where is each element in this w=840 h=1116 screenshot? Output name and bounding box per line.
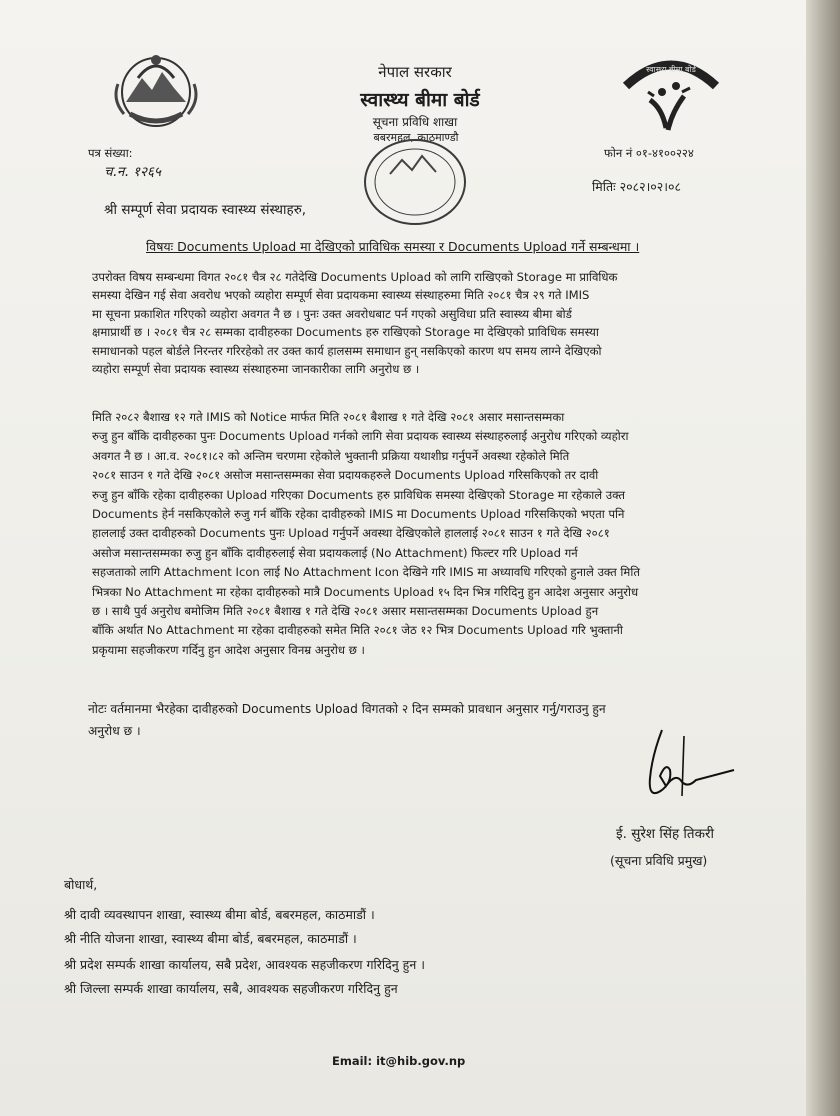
text-line: प्रकृयामा सहजीकरण गर्दिनु हुन आदेश अनुसार विनम्र अनुरोध छ ।	[92, 642, 365, 657]
signatory-title: (सूचना प्रविधि प्रमुख)	[610, 853, 708, 868]
dispatch-number: च.न. १२६५	[104, 164, 162, 180]
text-line: अवगत नै छ । आ.व. २०८१।८२ को अन्तिम चरणमा रहेकोले भुक्तानी प्रक्रिया यथाशीघ्र गर्नुपर्ने अवस्था रहेकोले मिति	[92, 448, 570, 463]
government-heading: नेपाल सरकार	[378, 63, 452, 81]
hib-logo-text: स्वास्थ्य बीमा बोर्ड	[646, 65, 696, 74]
text-line: हाललाई उक्त दावीहरुको Documents पुनः Upload गर्नुपर्ने अवस्था देखिएकोले हाललाई २०८१ साउन १ गते देखि २०८१	[92, 526, 610, 541]
footer-email: Email: it@hib.gov.np	[332, 1054, 466, 1068]
text-line: बाँकि अर्थात No Attachment मा रहेका दावीहरुको समेत मिति २०८१ जेठ १२ भित्र Documents Upload गरि भुक्तानी	[92, 623, 623, 638]
text-line: सहजताको लागि Attachment Icon लाई No Attachment Icon देखिने गरि IMIS मा अध्यावधि गरिएको हुनाले उक्त मिति	[92, 565, 640, 580]
nepal-emblem-icon	[108, 44, 204, 136]
note-line: अनुरोध छ ।	[88, 724, 141, 738]
text-line: मा सूचना प्रकाशित गरिएको व्यहोरा अवगत नै छ । पुनः उक्त अवरोधबाट पर्न गएको असुविधा प्रति स्वास्थ्य बीमा बोर्ड	[92, 306, 572, 321]
text-line: क्षमाप्रार्थी छ । २०८१ चैत्र २८ सम्मका दावीहरुका Documents हरु राखिएको Storage मा देखिएको प्राविधिक समस्या	[92, 325, 599, 340]
note-block	[88, 698, 606, 742]
paragraph-2	[92, 408, 640, 660]
letter-number-label: पत्र संख्या:	[88, 146, 133, 160]
signature-icon	[622, 726, 740, 814]
signatory-name: ई. सुरेश सिंह तिकरी	[616, 826, 714, 842]
letter-date: मितिः २०८२।०२।०८	[592, 179, 682, 194]
hib-logo-icon	[612, 52, 730, 136]
background-edge	[806, 0, 840, 1116]
text-line: समस्या देखिन गई सेवा अवरोध भएको व्यहोरा सम्पूर्ण सेवा प्रदायकमा स्वास्थ्य संस्थाहरुमा मिति २०८१ चैत्र २९ गते IMIS	[92, 288, 590, 303]
text-line: समाधानको पहल बोर्डले निरन्तर गरिरहेको तर उक्त कार्य हालसम्म समाधान हुन् नसकिएको कारण थप समय लाग्ने देखिएको	[92, 343, 602, 358]
cc-item: श्री प्रदेश सम्पर्क शाखा कार्यालय, सबै प्रदेश, आवश्यक सहजीकरण गरिदिनु हुन ।	[64, 957, 425, 972]
cc-item: श्री जिल्ला सम्पर्क शाखा कार्यालय, सबै, आवश्यक सहजीकरण गरिदिनु हुन	[64, 981, 398, 996]
address-heading: बबरमहल, काठमाण्डौ	[373, 131, 459, 144]
note-line: नोटः वर्तमानमा भैरहेका दावीहरुको Documents Upload विगतको २ दिन सम्मको प्रावधान अनुसार गर्नु/गराउनु हुन	[88, 702, 606, 716]
board-heading: स्वास्थ्य बीमा बोर्ड	[360, 89, 480, 111]
text-line: मिति २०८२ बैशाख १२ गते IMIS को Notice मार्फत मिति २०८१ बैशाख १ गते देखि २०८१ असार मसान्तसम्मका	[92, 410, 565, 424]
phone-number: फोन नं ०१-४१००२२४	[604, 146, 694, 160]
text-line: व्यहोरा सम्पूर्ण सेवा प्रदायक स्वास्थ्य संस्थाहरुमा जानकारीका लागि अनुरोध छ ।	[92, 362, 420, 377]
cc-item: श्री दावी व्यवस्थापन शाखा, स्वास्थ्य बीमा बोर्ड, बबरमहल, काठमाडौं ।	[64, 907, 375, 922]
paragraph-1	[92, 268, 617, 378]
section-heading: सूचना प्रविधि शाखा	[372, 115, 458, 129]
cc-item: श्री नीति योजना शाखा, स्वास्थ्य बीमा बोर्ड, बबरमहल, काठमाडौं ।	[64, 931, 357, 946]
text-line: रुजु हुन बाँकि दावीहरुका पुनः Documents Upload गर्नको लागि सेवा प्रदायक स्वास्थ्य संस्थाहरुलाई अनुरोध गरिएको व्यहोरा	[92, 429, 629, 444]
text-line: Documents हेर्न नसकिएकोले रुजु गर्न बाँकि रहेका दावीहरुको IMIS मा Documents Upload गरिसकिएको भएता पनि	[92, 507, 625, 522]
text-line: छ । साथै पुर्व अनुरोध बमोजिम मिति २०८१ बैशाख १ गते देखि २०८१ असार मसान्तसम्मका Documents Upload हुन	[92, 604, 599, 619]
text-line: असोज मसान्तसम्मका रुजु हुन बाँकि दावीहरुलाई सेवा प्रदायकलाई (No Attachment) फिल्टर गरि Upload गर्न	[92, 545, 578, 560]
subject-line: विषयः Documents Upload मा देखिएको प्राविधिक समस्या र Documents Upload गर्ने सम्बन्धमा ।	[146, 239, 640, 254]
office-stamp-icon	[356, 130, 474, 230]
text-line: भित्रका No Attachment मा रहेका दावीहरुको मात्रै Documents Upload १५ दिन भित्र गरिदिनु हुन आदेश अनुसार अनुरोध	[92, 584, 639, 599]
text-line: उपरोक्त विषय सम्बन्धमा विगत २०८१ चैत्र २८ गतेदेखि Documents Upload को लागि राखिएको Storage मा प्राविधिक	[92, 270, 618, 284]
text-line: रुजु हुन बाँकि रहेका दावीहरुका Upload गरिएका Documents हरु प्राविधिक समस्या देखिएको Storage मा रहेकाले उक्त	[92, 487, 625, 502]
cc-heading: बोधार्थ,	[64, 877, 98, 892]
addressee: श्री सम्पूर्ण सेवा प्रदायक स्वास्थ्य संस्थाहरु,	[104, 202, 307, 218]
text-line: २०८१ साउन १ गते देखि २०८१ असोज मसान्तसम्मका सेवा प्रदायकहरुले Documents Upload गरिसकिएको तर दावी	[92, 468, 599, 483]
